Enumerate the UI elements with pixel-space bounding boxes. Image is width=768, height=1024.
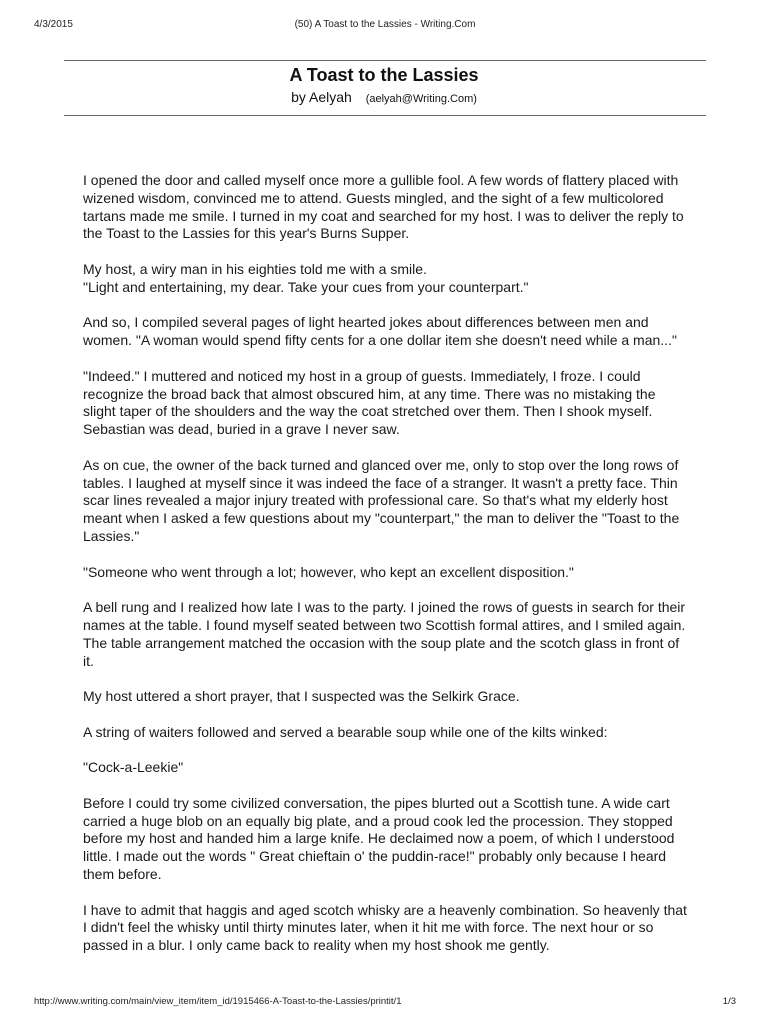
paragraph-6: "Someone who went through a lot; however, who kept an excellent disposition." xyxy=(83,563,574,580)
paragraph-2: My host, a wiry man in his eighties told me with a smile. "Light and entertaining, my dear. Take your cues from your counterpart." xyxy=(83,260,529,295)
bottom-divider xyxy=(64,115,706,116)
print-page-title: (50) A Toast to the Lassies - Writing.Com xyxy=(294,19,476,30)
paragraph-10: "Cock-a-Leekie" xyxy=(83,759,184,776)
story-title: A Toast to the Lassies xyxy=(289,65,479,85)
paragraph-5: As on cue, the owner of the back turned and glanced over me, only to stop over the long rows of tables. I laughed at myself since it was indeed the face of a stranger. It wasn't a pretty face. Thin scar lines revealed a major injury treated with professional care. So that's what my elderly host meant when I asked a few questions about my "counterpart," the man to deliver the "Toast to the Lassies." xyxy=(83,456,680,544)
paragraph-11: Before I could try some civilized conversation, the pipes blurted out a Scottish tune. A wide cart carried a huge blob on an equally big plate, and a proud cook led the procession. They stopped before my host and handed him a large knife. He declaimed now a poem, of which I understood little. I made out the words " Great chieftain o' the puddin-race!" probably only because I heard them before. xyxy=(83,794,675,883)
paragraph-9: A string of waiters followed and served a bearable soup while one of the kilts winked: xyxy=(83,723,608,740)
byline xyxy=(0,88,768,108)
print-header xyxy=(34,18,736,32)
print-url[interactable]: http://www.writing.com/main/view_item/item_id/1915466-A-Toast-to-the-Lassies/printit/1 xyxy=(34,996,402,1007)
author-email[interactable]: (aelyah@Writing.Com) xyxy=(365,93,477,105)
paragraph-12: I have to admit that haggis and aged scotch whisky are a heavenly combination. So heavenly that I didn't feel the whisky until thirty minutes later, when it hit me with force. The next hour or so passed in a blur. I only came back to reality when my host shook me gently. xyxy=(83,901,687,954)
print-date: 4/3/2015 xyxy=(34,19,73,30)
paragraph-8: My host uttered a short prayer, that I suspected was the Selkirk Grace. xyxy=(83,688,520,705)
byline-prefix: by xyxy=(291,89,306,105)
top-divider xyxy=(64,60,706,61)
paragraph-4: "Indeed." I muttered and noticed my host in a group of guests. Immediately, I froze. I could recognize the broad back that almost obscured him, at any time. There was no mistaking the slight taper of the shoulders and the way the coat stretched over them. Then I shook myself. Sebastian was dead, buried in a grave I never saw. xyxy=(83,367,656,438)
paragraph-1: I opened the door and called myself once more a gullible fool. A few words of flattery placed with wizened wisdom, convinced me to attend. Guests mingled, and the sight of a few multicolored tartans made me smile. I turned in my coat and searched for my host. I was to deliver the reply to the Toast to the Lassies for this year's Burns Supper. xyxy=(83,172,684,242)
page-number: 1/3 xyxy=(722,996,736,1007)
story-body xyxy=(83,172,691,973)
paragraph-7: A bell rung and I realized how late I was to the party. I joined the rows of guests in search for their names at the table. I found myself seated between two Scottish formal attires, and I smiled again. The table arrangement matched the occasion with the soup plate and the scotch glass in front of it. xyxy=(83,599,686,669)
print-footer xyxy=(34,995,736,1009)
author-name[interactable]: Aelyah xyxy=(309,89,352,105)
paragraph-3: And so, I compiled several pages of light hearted jokes about differences between men and women. "A woman would spend fifty cents for a one dollar item she doesn't need while a man..." xyxy=(83,314,677,349)
